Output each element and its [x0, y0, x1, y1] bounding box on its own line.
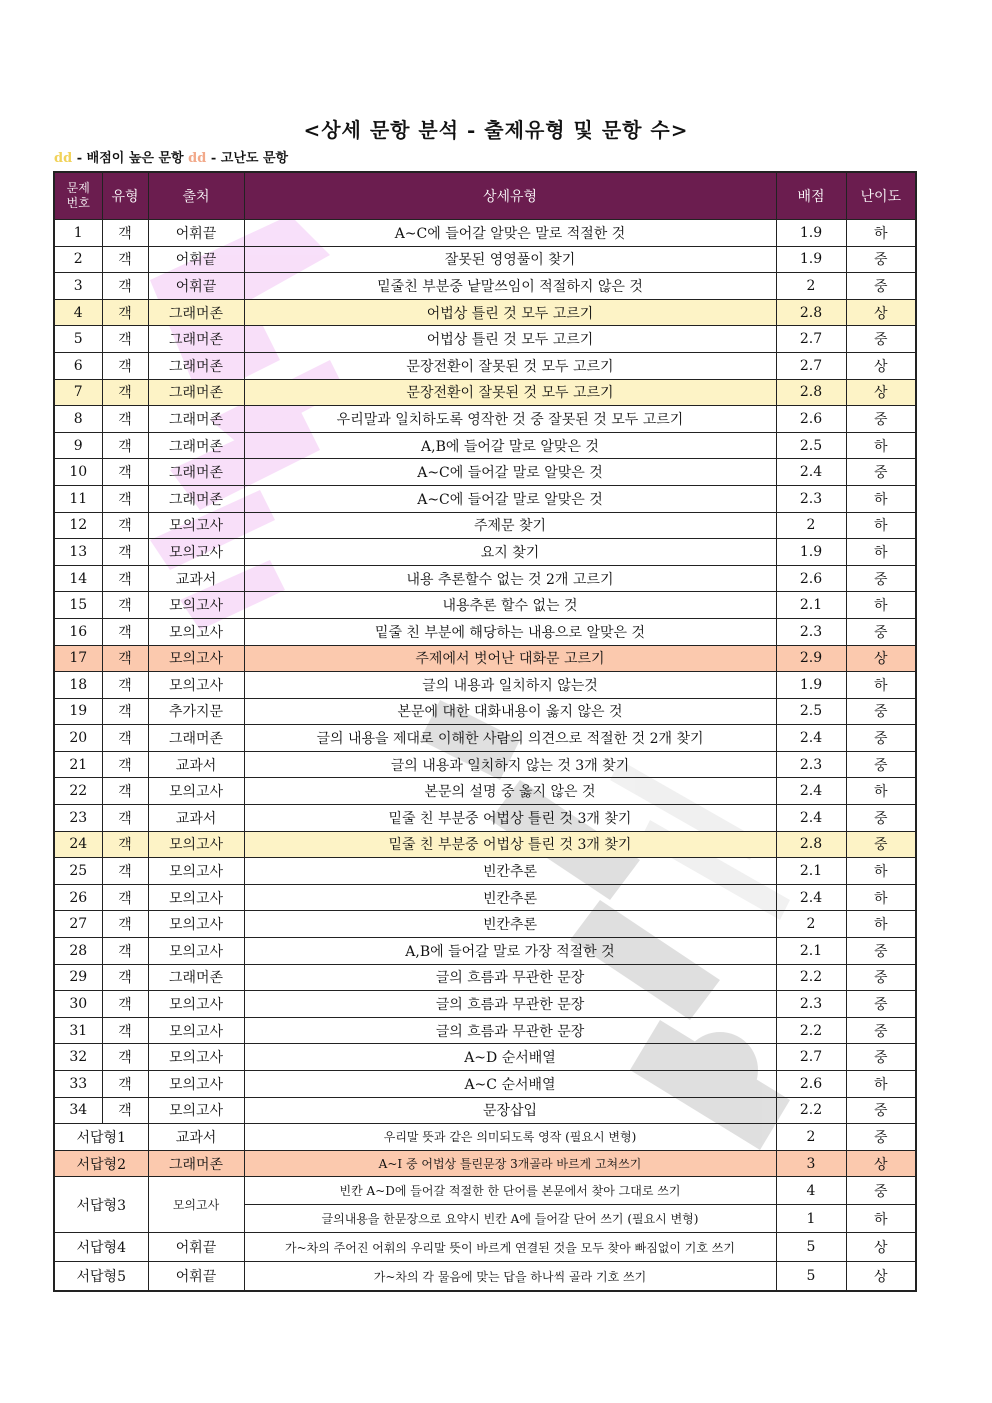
- table-header-row: [54, 172, 916, 220]
- cell-score: 2: [776, 1124, 846, 1151]
- table-row: [54, 459, 916, 486]
- cell-source: 모의고사: [148, 858, 244, 885]
- cell-type: 객: [102, 485, 148, 512]
- cell-type: 객: [102, 246, 148, 273]
- table-row: [54, 220, 916, 247]
- cell-source: 모의고사: [148, 592, 244, 619]
- cell-score: 2.3: [776, 991, 846, 1018]
- cell-detail: 요지 찾기: [244, 539, 776, 566]
- cell-type: 객: [102, 1071, 148, 1098]
- table-row: [54, 539, 916, 566]
- cell-detail: 우리말 뜻과 같은 의미되도록 영작 (필요시 변형): [244, 1124, 776, 1151]
- cell-level: 하: [846, 485, 916, 512]
- cell-level: 중: [846, 1044, 916, 1071]
- analysis-table: [53, 171, 917, 1292]
- cell-num: 32: [54, 1044, 102, 1071]
- cell-source: 그래머존: [148, 432, 244, 459]
- cell-num: 3: [54, 273, 102, 300]
- cell-num: 7: [54, 379, 102, 406]
- header-type: 유형: [102, 172, 148, 220]
- legend-high-difficulty-label: - 고난도 문항: [206, 151, 289, 166]
- cell-detail: 문장전환이 잘못된 것 모두 고르기: [244, 379, 776, 406]
- cell-type: 객: [102, 406, 148, 433]
- cell-source: 모의고사: [148, 884, 244, 911]
- essay-row: [54, 1124, 916, 1151]
- cell-type: 객: [102, 645, 148, 672]
- cell-level: 상: [846, 1150, 916, 1177]
- header-detail: 상세유형: [244, 172, 776, 220]
- cell-detail: A~C에 들어갈 알맞은 말로 적절한 것: [244, 220, 776, 247]
- cell-detail: 가~차의 주어진 어휘의 우리말 뜻이 바르게 연결된 것을 모두 찾아 빠짐없이 기호 쓰기: [244, 1233, 776, 1262]
- cell-num: 25: [54, 858, 102, 885]
- cell-source: 그래머존: [148, 379, 244, 406]
- table-row: [54, 485, 916, 512]
- cell-num: 5: [54, 326, 102, 353]
- table-row: [54, 1044, 916, 1071]
- essay-row: [54, 1177, 916, 1205]
- cell-detail: 내용추론 할수 없는 것: [244, 592, 776, 619]
- cell-score: 2.2: [776, 964, 846, 991]
- cell-detail: A~I 중 어법상 틀린문장 3개골라 바르게 고쳐쓰기: [244, 1150, 776, 1177]
- table-row: [54, 725, 916, 752]
- cell-level: 하: [846, 911, 916, 938]
- table-row: [54, 672, 916, 699]
- cell-type: 객: [102, 1017, 148, 1044]
- cell-type: 객: [102, 326, 148, 353]
- table-row: [54, 246, 916, 273]
- cell-detail: 밑줄 친 부분중 어법상 틀린 것 3개 찾기: [244, 831, 776, 858]
- table-row: [54, 911, 916, 938]
- cell-level: 중: [846, 1177, 916, 1205]
- cell-num: 34: [54, 1097, 102, 1124]
- cell-source: 교과서: [148, 565, 244, 592]
- cell-score: 2.6: [776, 406, 846, 433]
- cell-level: 중: [846, 698, 916, 725]
- cell-detail: A~C에 들어갈 말로 알맞은 것: [244, 485, 776, 512]
- cell-type: 객: [102, 352, 148, 379]
- cell-type: 객: [102, 512, 148, 539]
- cell-source: 모의고사: [148, 1044, 244, 1071]
- cell-num: 서답형3: [54, 1177, 148, 1233]
- cell-num: 22: [54, 778, 102, 805]
- cell-num: 26: [54, 884, 102, 911]
- cell-source: 모의고사: [148, 911, 244, 938]
- cell-type: 객: [102, 1097, 148, 1124]
- cell-score: 2.4: [776, 884, 846, 911]
- cell-num: 16: [54, 618, 102, 645]
- cell-level: 중: [846, 618, 916, 645]
- cell-detail: A~C 순서배열: [244, 1071, 776, 1098]
- cell-type: 객: [102, 831, 148, 858]
- cell-num: 13: [54, 539, 102, 566]
- table-row: [54, 858, 916, 885]
- cell-num: 17: [54, 645, 102, 672]
- cell-detail: 빈칸추론: [244, 884, 776, 911]
- cell-num: 2: [54, 246, 102, 273]
- cell-score: 2.5: [776, 698, 846, 725]
- cell-detail: 문장삽입: [244, 1097, 776, 1124]
- cell-type: 객: [102, 698, 148, 725]
- cell-score: 2.1: [776, 858, 846, 885]
- cell-score: 1.9: [776, 246, 846, 273]
- cell-level: 중: [846, 1097, 916, 1124]
- cell-level: 하: [846, 778, 916, 805]
- cell-detail: 글의 흐름과 무관한 문장: [244, 964, 776, 991]
- cell-level: 하: [846, 858, 916, 885]
- cell-source: 그래머존: [148, 352, 244, 379]
- cell-score: 2.4: [776, 725, 846, 752]
- cell-num: 4: [54, 299, 102, 326]
- cell-num: 28: [54, 938, 102, 965]
- cell-detail: 글의 내용과 일치하지 않는 것 3개 찾기: [244, 751, 776, 778]
- cell-level: 중: [846, 751, 916, 778]
- cell-level: 중: [846, 273, 916, 300]
- cell-score: 1.9: [776, 672, 846, 699]
- cell-type: 객: [102, 459, 148, 486]
- cell-level: 중: [846, 964, 916, 991]
- cell-level: 상: [846, 299, 916, 326]
- cell-detail: 밑줄친 부분중 낱말쓰임이 적절하지 않은 것: [244, 273, 776, 300]
- cell-detail: 글의 내용을 제대로 이해한 사람의 의견으로 적절한 것 2개 찾기: [244, 725, 776, 752]
- cell-score: 2.4: [776, 459, 846, 486]
- cell-type: 객: [102, 858, 148, 885]
- cell-detail: 주제문 찾기: [244, 512, 776, 539]
- cell-detail: 문장전환이 잘못된 것 모두 고르기: [244, 352, 776, 379]
- cell-detail: A,B에 들어갈 말로 가장 적절한 것: [244, 938, 776, 965]
- table-row: [54, 831, 916, 858]
- cell-score: 5: [776, 1262, 846, 1292]
- header-level: 난이도: [846, 172, 916, 220]
- table-row: [54, 512, 916, 539]
- cell-score: 1.9: [776, 539, 846, 566]
- cell-num: 27: [54, 911, 102, 938]
- cell-num: 23: [54, 805, 102, 832]
- cell-score: 2.9: [776, 645, 846, 672]
- cell-source: 모의고사: [148, 1177, 244, 1233]
- table-row: [54, 964, 916, 991]
- cell-source: 모의고사: [148, 512, 244, 539]
- cell-type: 객: [102, 672, 148, 699]
- cell-num: 11: [54, 485, 102, 512]
- cell-score: 2.7: [776, 1044, 846, 1071]
- cell-source: 그래머존: [148, 326, 244, 353]
- cell-detail: 가~차의 각 물음에 맞는 답을 하나씩 골라 기호 쓰기: [244, 1262, 776, 1292]
- cell-detail: 어법상 틀린 것 모두 고르기: [244, 326, 776, 353]
- cell-num: 10: [54, 459, 102, 486]
- cell-type: 객: [102, 911, 148, 938]
- cell-num: 24: [54, 831, 102, 858]
- cell-level: 중: [846, 326, 916, 353]
- cell-num: 31: [54, 1017, 102, 1044]
- table-row: [54, 1017, 916, 1044]
- cell-score: 2.3: [776, 751, 846, 778]
- cell-level: 하: [846, 884, 916, 911]
- cell-type: 객: [102, 964, 148, 991]
- essay-row: [54, 1150, 916, 1177]
- cell-detail: 본문의 설명 중 옳지 않은 것: [244, 778, 776, 805]
- legend-high-score-sample: dd: [54, 151, 73, 166]
- cell-type: 객: [102, 379, 148, 406]
- table-row: [54, 805, 916, 832]
- cell-source: 어휘끝: [148, 273, 244, 300]
- cell-num: 8: [54, 406, 102, 433]
- legend-high-score-label: - 배점이 높은 문항: [72, 151, 189, 166]
- cell-detail: 본문에 대한 대화내용이 옳지 않은 것: [244, 698, 776, 725]
- cell-type: 객: [102, 618, 148, 645]
- cell-level: 중: [846, 1124, 916, 1151]
- cell-type: 객: [102, 299, 148, 326]
- table-row: [54, 991, 916, 1018]
- cell-level: 하: [846, 1071, 916, 1098]
- cell-detail: 어법상 틀린 것 모두 고르기: [244, 299, 776, 326]
- cell-source: 어휘끝: [148, 1262, 244, 1292]
- legend-high-difficulty-sample: dd: [188, 151, 207, 166]
- cell-score: 1.9: [776, 220, 846, 247]
- cell-type: 객: [102, 751, 148, 778]
- table-row: [54, 645, 916, 672]
- cell-num: 12: [54, 512, 102, 539]
- cell-source: 교과서: [148, 1124, 244, 1151]
- table-row: [54, 778, 916, 805]
- cell-detail: 밑줄 친 부분중 어법상 틀린 것 3개 찾기: [244, 805, 776, 832]
- cell-score: 2.1: [776, 938, 846, 965]
- cell-detail: 빈칸추론: [244, 858, 776, 885]
- cell-type: 객: [102, 273, 148, 300]
- table-row: [54, 884, 916, 911]
- cell-level: 하: [846, 432, 916, 459]
- table-row: [54, 565, 916, 592]
- cell-detail: 빈칸추론: [244, 911, 776, 938]
- cell-num: 19: [54, 698, 102, 725]
- cell-source: 모의고사: [148, 1097, 244, 1124]
- cell-level: 하: [846, 512, 916, 539]
- cell-source: 그래머존: [148, 725, 244, 752]
- cell-type: 객: [102, 938, 148, 965]
- cell-level: 중: [846, 246, 916, 273]
- cell-level: 하: [846, 672, 916, 699]
- cell-type: 객: [102, 432, 148, 459]
- cell-source: 어휘끝: [148, 1233, 244, 1262]
- cell-num: 서답형1: [54, 1124, 148, 1151]
- cell-type: 객: [102, 991, 148, 1018]
- cell-level: 상: [846, 1262, 916, 1292]
- cell-score: 2.2: [776, 1097, 846, 1124]
- cell-level: 중: [846, 1017, 916, 1044]
- cell-num: 6: [54, 352, 102, 379]
- cell-score: 2: [776, 512, 846, 539]
- cell-source: 모의고사: [148, 645, 244, 672]
- cell-detail: 우리말과 일치하도록 영작한 것 중 잘못된 것 모두 고르기: [244, 406, 776, 433]
- cell-source: 그래머존: [148, 485, 244, 512]
- page-title: <상세 문항 분석 - 출제유형 및 문항 수>: [303, 118, 689, 142]
- cell-source: 모의고사: [148, 539, 244, 566]
- cell-level: 상: [846, 352, 916, 379]
- cell-score: 2: [776, 273, 846, 300]
- cell-source: 그래머존: [148, 459, 244, 486]
- cell-source: 모의고사: [148, 938, 244, 965]
- cell-level: 중: [846, 805, 916, 832]
- cell-score: 2.7: [776, 326, 846, 353]
- cell-score: 2.7: [776, 352, 846, 379]
- cell-score: 2.8: [776, 831, 846, 858]
- cell-score: 2.8: [776, 379, 846, 406]
- cell-num: 30: [54, 991, 102, 1018]
- cell-num: 14: [54, 565, 102, 592]
- cell-source: 모의고사: [148, 778, 244, 805]
- cell-source: 그래머존: [148, 1150, 244, 1177]
- cell-score: 2.6: [776, 565, 846, 592]
- cell-score: 2.4: [776, 778, 846, 805]
- cell-detail: 빈칸 A~D에 들어갈 적절한 한 단어를 본문에서 찾아 그대로 쓰기: [244, 1177, 776, 1205]
- table-row: [54, 379, 916, 406]
- cell-level: 상: [846, 645, 916, 672]
- cell-type: 객: [102, 778, 148, 805]
- cell-detail: 글의 흐름과 무관한 문장: [244, 1017, 776, 1044]
- cell-num: 1: [54, 220, 102, 247]
- cell-source: 그래머존: [148, 964, 244, 991]
- essay-row: [54, 1233, 916, 1262]
- table-row: [54, 406, 916, 433]
- cell-type: 객: [102, 725, 148, 752]
- table-row: [54, 273, 916, 300]
- table-row: [54, 1071, 916, 1098]
- cell-source: 어휘끝: [148, 246, 244, 273]
- cell-level: 하: [846, 1205, 916, 1233]
- cell-type: 객: [102, 539, 148, 566]
- header-num: [54, 172, 102, 220]
- cell-detail: A~D 순서배열: [244, 1044, 776, 1071]
- table-row: [54, 938, 916, 965]
- cell-source: 모의고사: [148, 831, 244, 858]
- cell-level: 중: [846, 991, 916, 1018]
- cell-source: 모의고사: [148, 991, 244, 1018]
- table-row: [54, 352, 916, 379]
- cell-num: 서답형4: [54, 1233, 148, 1262]
- cell-num: 21: [54, 751, 102, 778]
- table-row: [54, 1097, 916, 1124]
- cell-source: 교과서: [148, 805, 244, 832]
- cell-detail: 밑줄 친 부분에 해당하는 내용으로 알맞은 것: [244, 618, 776, 645]
- table-body: [54, 220, 916, 1292]
- cell-num: 서답형2: [54, 1150, 148, 1177]
- cell-source: 모의고사: [148, 1071, 244, 1098]
- cell-level: 하: [846, 539, 916, 566]
- cell-score: 2.8: [776, 299, 846, 326]
- cell-score: 2.2: [776, 1017, 846, 1044]
- cell-level: 상: [846, 379, 916, 406]
- cell-level: 중: [846, 725, 916, 752]
- cell-type: 객: [102, 805, 148, 832]
- cell-num: 29: [54, 964, 102, 991]
- essay-row: [54, 1262, 916, 1292]
- cell-num: 18: [54, 672, 102, 699]
- cell-score: 2.1: [776, 592, 846, 619]
- cell-level: 중: [846, 938, 916, 965]
- cell-source: 그래머존: [148, 406, 244, 433]
- header-num-line2: 번호: [66, 196, 90, 210]
- table-row: [54, 698, 916, 725]
- cell-num: 15: [54, 592, 102, 619]
- cell-score: 5: [776, 1233, 846, 1262]
- cell-type: 객: [102, 884, 148, 911]
- cell-type: 객: [102, 1044, 148, 1071]
- cell-source: 그래머존: [148, 299, 244, 326]
- cell-type: 객: [102, 220, 148, 247]
- cell-level: 하: [846, 220, 916, 247]
- cell-source: 어휘끝: [148, 220, 244, 247]
- cell-score: 2.5: [776, 432, 846, 459]
- cell-score: 2: [776, 911, 846, 938]
- cell-detail: A~C에 들어갈 말로 알맞은 것: [244, 459, 776, 486]
- table-row: [54, 432, 916, 459]
- cell-detail: 글의 내용과 일치하지 않는것: [244, 672, 776, 699]
- cell-detail: 주제에서 벗어난 대화문 고르기: [244, 645, 776, 672]
- cell-score: 2.4: [776, 805, 846, 832]
- cell-score: 2.3: [776, 485, 846, 512]
- table-row: [54, 299, 916, 326]
- legend: [54, 147, 288, 166]
- cell-type: 객: [102, 592, 148, 619]
- cell-score: 3: [776, 1150, 846, 1177]
- cell-level: 중: [846, 406, 916, 433]
- cell-num: 33: [54, 1071, 102, 1098]
- table-row: [54, 751, 916, 778]
- cell-source: 모의고사: [148, 672, 244, 699]
- cell-type: 객: [102, 565, 148, 592]
- cell-score: 2.6: [776, 1071, 846, 1098]
- table-row: [54, 592, 916, 619]
- cell-score: 2.3: [776, 618, 846, 645]
- cell-level: 상: [846, 1233, 916, 1262]
- cell-detail: 내용 추론할수 없는 것 2개 고르기: [244, 565, 776, 592]
- cell-detail: 잘못된 영영풀이 찾기: [244, 246, 776, 273]
- header-num-line1: 문제: [66, 181, 90, 195]
- header-score: 배점: [776, 172, 846, 220]
- table-row: [54, 618, 916, 645]
- cell-source: 추가지문: [148, 698, 244, 725]
- cell-num: 9: [54, 432, 102, 459]
- cell-detail: 글의 흐름과 무관한 문장: [244, 991, 776, 1018]
- cell-detail: A,B에 들어갈 말로 알맞은 것: [244, 432, 776, 459]
- cell-level: 중: [846, 831, 916, 858]
- cell-source: 모의고사: [148, 1017, 244, 1044]
- cell-num: 20: [54, 725, 102, 752]
- cell-level: 중: [846, 565, 916, 592]
- cell-source: 교과서: [148, 751, 244, 778]
- cell-score: 1: [776, 1205, 846, 1233]
- cell-num: 서답형5: [54, 1262, 148, 1292]
- cell-source: 모의고사: [148, 618, 244, 645]
- cell-score: 4: [776, 1177, 846, 1205]
- cell-detail: 글의내용을 한문장으로 요약시 빈칸 A에 들어갈 단어 쓰기 (필요시 변형): [244, 1205, 776, 1233]
- header-source: 출처: [148, 172, 244, 220]
- cell-level: 하: [846, 592, 916, 619]
- table-row: [54, 326, 916, 353]
- cell-level: 중: [846, 459, 916, 486]
